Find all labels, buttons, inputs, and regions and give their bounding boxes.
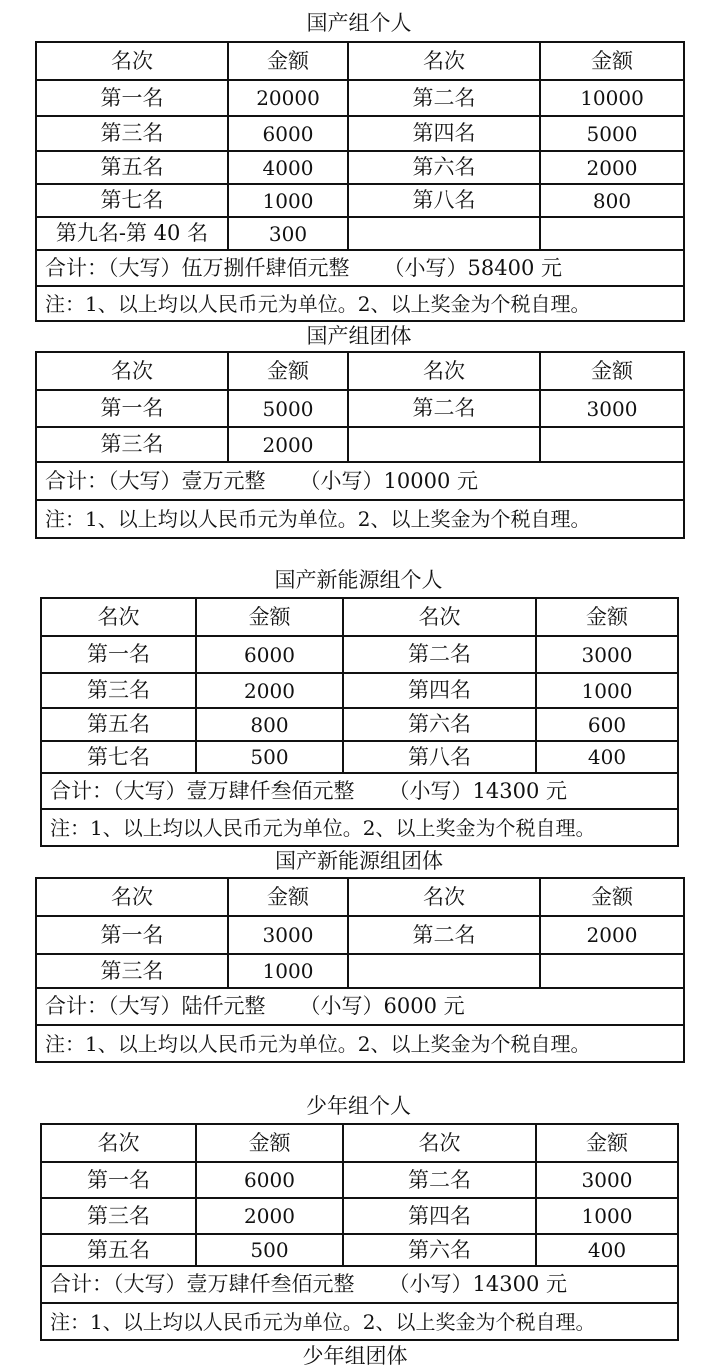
amount-cell: 1000 — [536, 1198, 678, 1234]
next-section-title: 少年组团体 — [302, 1344, 408, 1368]
rank-cell: 第五名 — [41, 708, 196, 741]
table-row — [41, 708, 678, 741]
total-row — [36, 988, 684, 1025]
section-title: 国产组个人 — [306, 11, 412, 35]
prize-table — [35, 41, 685, 322]
rank-cell: 第九名-第 40 名 — [36, 217, 228, 250]
total-row — [36, 250, 684, 286]
amount-cell: 400 — [536, 1234, 678, 1266]
table-row — [36, 390, 684, 427]
section-title: 少年组个人 — [306, 1094, 411, 1118]
header-amount: 金额 — [540, 42, 684, 80]
amount-cell: 3000 — [228, 916, 348, 954]
table-row — [36, 916, 684, 954]
rank-cell: 第四名 — [348, 116, 540, 151]
header-rank: 名次 — [36, 352, 228, 390]
amount-cell: 400 — [536, 741, 678, 773]
amount-cell: 2000 — [540, 916, 684, 954]
small-label: （小写） — [299, 468, 384, 493]
header-rank: 名次 — [41, 598, 196, 636]
section-title: 国产组团体 — [306, 324, 412, 348]
small-label: （小写） — [299, 994, 384, 1018]
amount-cell: 5000 — [540, 116, 684, 151]
amount-cell: 3000 — [540, 390, 684, 427]
amount-cell: 2000 — [196, 1198, 343, 1234]
rank-cell: 第二名 — [348, 390, 540, 427]
amount-cell: 10000 — [540, 80, 684, 116]
rank-cell — [348, 427, 540, 462]
total-cell — [36, 250, 684, 286]
total-prefix: 合计：（大写） — [45, 994, 182, 1018]
total-caps: 壹万肆仟叁佰元整 — [186, 1272, 355, 1296]
rank-cell — [348, 954, 540, 988]
amount-cell: 6000 — [228, 116, 348, 151]
total-cell — [36, 462, 684, 500]
total-row — [36, 462, 684, 500]
amount-cell: 2000 — [196, 673, 343, 708]
note-row — [36, 500, 684, 538]
section-nev-team — [35, 848, 683, 1062]
header-rank: 名次 — [348, 42, 540, 80]
rank-cell: 第八名 — [348, 184, 540, 217]
section-domestic-individual — [35, 10, 683, 322]
note-cell: 注：1、以上均以人民币元为单位。2、以上奖金为个税自理。 — [41, 1303, 678, 1340]
header-rank: 名次 — [348, 878, 540, 916]
total-caps: 壹万肆仟叁佰元整 — [186, 778, 355, 803]
rank-cell: 第八名 — [343, 741, 536, 773]
rank-cell: 第二名 — [343, 1162, 536, 1198]
header-amount: 金额 — [196, 1124, 343, 1162]
small-label: （小写） — [383, 255, 468, 280]
note-row — [36, 1025, 684, 1062]
note-cell: 注：1、以上均以人民币元为单位。2、以上奖金为个税自理。 — [36, 1025, 684, 1062]
note-cell: 注：1、以上均以人民币元为单位。2、以上奖金为个税自理。 — [41, 809, 678, 846]
section-title: 国产新能源组团体 — [275, 849, 443, 873]
header-rank: 名次 — [343, 598, 536, 636]
rank-cell: 第一名 — [41, 636, 196, 673]
header-rank: 名次 — [343, 1124, 536, 1162]
total-cell — [41, 773, 678, 809]
rank-cell: 第六名 — [348, 151, 540, 184]
header-amount: 金额 — [228, 42, 348, 80]
rank-cell: 第三名 — [36, 116, 228, 151]
header-amount: 金额 — [536, 1124, 678, 1162]
total-cell — [36, 988, 684, 1025]
amount-cell: 500 — [196, 1234, 343, 1266]
amount-cell: 5000 — [228, 390, 348, 427]
note-row — [41, 809, 678, 846]
table-row — [36, 954, 684, 988]
total-prefix: 合计：（大写） — [45, 255, 182, 280]
header-amount: 金额 — [536, 598, 678, 636]
note-row — [41, 1303, 678, 1340]
total-caps: 陆仟元整 — [181, 994, 266, 1018]
amount-cell: 6000 — [196, 636, 343, 673]
amount-cell: 1000 — [536, 673, 678, 708]
rank-cell: 第三名 — [36, 427, 228, 462]
table-row — [41, 1234, 678, 1266]
prize-table — [35, 877, 685, 1063]
note-cell: 注：1、以上均以人民币元为单位。2、以上奖金为个税自理。 — [36, 500, 684, 538]
total-number: 58400 元 — [467, 255, 562, 280]
rank-cell: 第一名 — [36, 916, 228, 954]
total-caps: 伍万捌仟肆佰元整 — [181, 255, 350, 280]
header-amount: 金额 — [540, 878, 684, 916]
header-amount: 金额 — [540, 352, 684, 390]
amount-cell: 1000 — [228, 954, 348, 988]
amount-cell — [540, 217, 684, 250]
amount-cell: 3000 — [536, 1162, 678, 1198]
header-rank: 名次 — [348, 352, 540, 390]
table-row — [41, 1198, 678, 1234]
table-header-row — [36, 352, 684, 390]
table-row — [36, 151, 684, 184]
table-header-row — [41, 1124, 678, 1162]
rank-cell: 第七名 — [36, 184, 228, 217]
rank-cell: 第六名 — [343, 1234, 536, 1266]
header-rank: 名次 — [36, 42, 228, 80]
table-row — [36, 80, 684, 116]
amount-cell: 1000 — [228, 184, 348, 217]
header-amount: 金额 — [196, 598, 343, 636]
rank-cell: 第三名 — [41, 1198, 196, 1234]
amount-cell: 800 — [196, 708, 343, 741]
amount-cell: 800 — [540, 184, 684, 217]
note-row — [36, 286, 684, 321]
table-row — [36, 217, 684, 250]
rank-cell: 第五名 — [41, 1234, 196, 1266]
prize-table — [40, 1123, 679, 1341]
rank-cell: 第三名 — [36, 954, 228, 988]
table-row — [41, 636, 678, 673]
rank-cell: 第一名 — [36, 80, 228, 116]
table-header-row — [36, 878, 684, 916]
amount-cell — [540, 427, 684, 462]
total-prefix: 合计：（大写） — [50, 1272, 187, 1296]
rank-cell: 第六名 — [343, 708, 536, 741]
rank-cell: 第二名 — [348, 80, 540, 116]
total-row — [41, 1266, 678, 1303]
total-caps: 壹万元整 — [181, 468, 266, 493]
table-header-row — [36, 42, 684, 80]
total-number: 14300 元 — [472, 778, 567, 803]
section-domestic-team — [35, 323, 683, 537]
rank-cell: 第一名 — [36, 390, 228, 427]
header-rank: 名次 — [41, 1124, 196, 1162]
rank-cell: 第三名 — [41, 673, 196, 708]
section-title: 国产新能源组个人 — [274, 568, 443, 592]
note-cell: 注：1、以上均以人民币元为单位。2、以上奖金为个税自理。 — [36, 286, 684, 321]
rank-cell — [348, 217, 540, 250]
table-row — [41, 1162, 678, 1198]
rank-cell: 第四名 — [343, 673, 536, 708]
amount-cell: 4000 — [228, 151, 348, 184]
prize-table — [40, 597, 679, 847]
rank-cell: 第七名 — [41, 741, 196, 773]
amount-cell: 2000 — [540, 151, 684, 184]
rank-cell: 第二名 — [343, 636, 536, 673]
table-row — [36, 427, 684, 462]
rank-cell: 第四名 — [343, 1198, 536, 1234]
amount-cell: 2000 — [228, 427, 348, 462]
amount-cell: 500 — [196, 741, 343, 773]
amount-cell — [540, 954, 684, 988]
section-youth-individual — [40, 1093, 677, 1343]
rank-cell: 第五名 — [36, 151, 228, 184]
header-amount: 金额 — [228, 352, 348, 390]
total-number: 6000 元 — [383, 994, 465, 1018]
total-row — [41, 773, 678, 809]
prize-table — [35, 351, 685, 539]
section-nev-individual — [40, 567, 677, 847]
amount-cell: 3000 — [536, 636, 678, 673]
table-row — [41, 741, 678, 773]
table-row — [36, 116, 684, 151]
table-row — [36, 184, 684, 217]
total-number: 14300 元 — [472, 1272, 567, 1296]
total-prefix: 合计：（大写） — [50, 778, 187, 803]
rank-cell: 第二名 — [348, 916, 540, 954]
rank-cell: 第一名 — [41, 1162, 196, 1198]
amount-cell: 600 — [536, 708, 678, 741]
total-number: 10000 元 — [383, 468, 478, 493]
total-prefix: 合计：（大写） — [45, 468, 182, 493]
small-label: （小写） — [388, 778, 473, 803]
table-row — [41, 673, 678, 708]
header-rank: 名次 — [36, 878, 228, 916]
small-label: （小写） — [388, 1272, 473, 1296]
table-header-row — [41, 598, 678, 636]
amount-cell: 300 — [228, 217, 348, 250]
header-amount: 金额 — [228, 878, 348, 916]
amount-cell: 20000 — [228, 80, 348, 116]
amount-cell: 6000 — [196, 1162, 343, 1198]
total-cell — [41, 1266, 678, 1303]
